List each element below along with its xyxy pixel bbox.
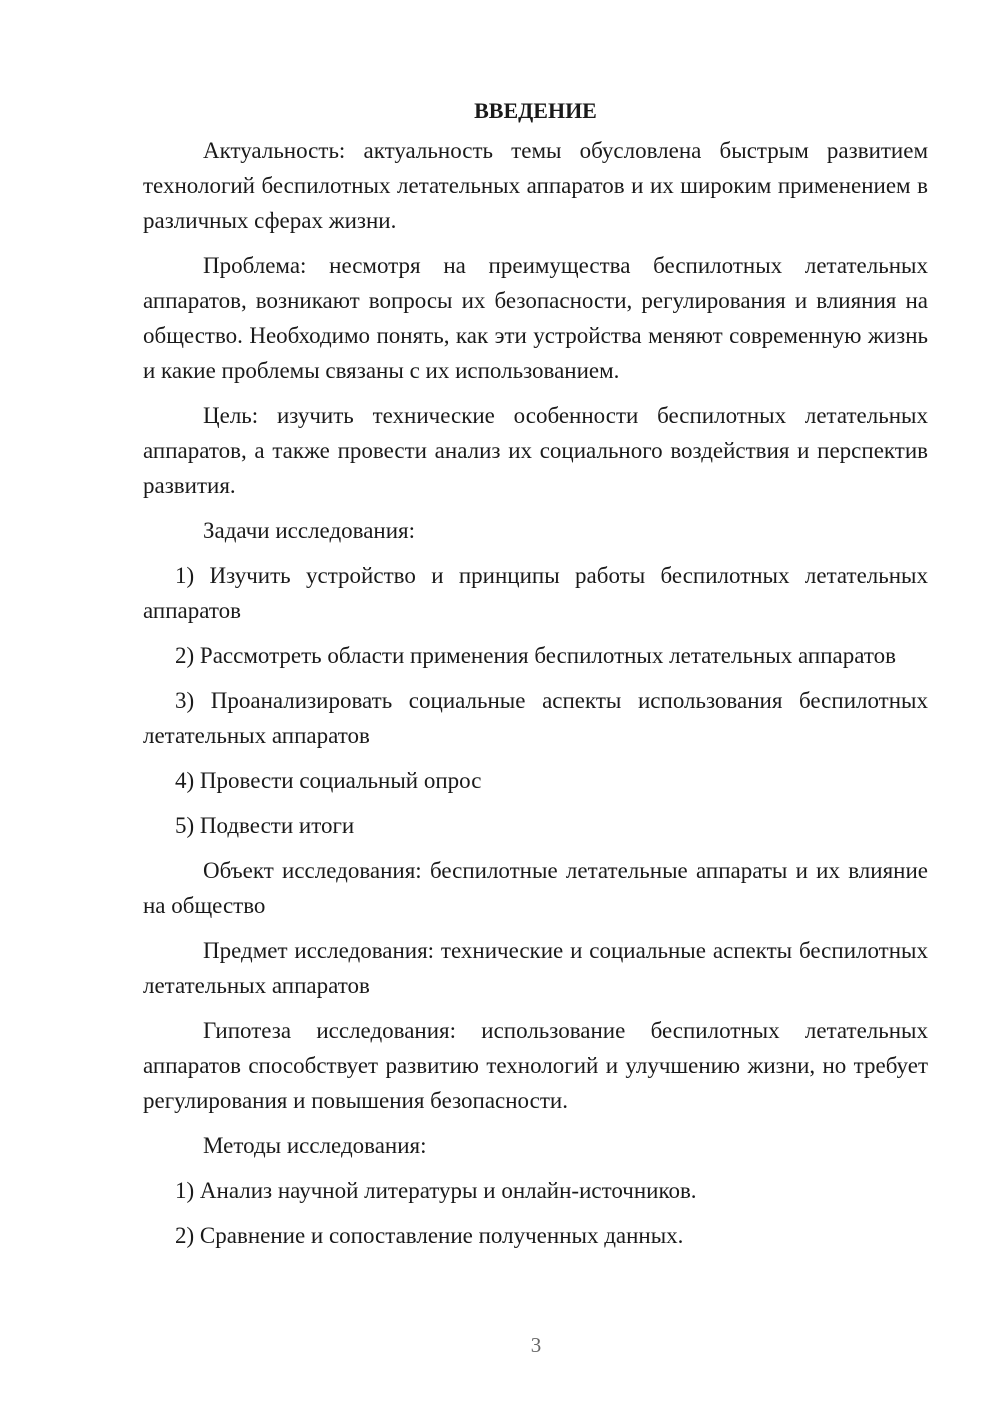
- task-item-2: 2) Рассмотреть области применения беспилотных летательных аппаратов: [175, 643, 896, 668]
- hypothesis-paragraph: Гипотеза исследования: использование беспилотных летательных аппаратов способствует развитию технологий и улучшению жизни, но требует регулирования и повышения безопасности.: [143, 1018, 928, 1113]
- relevance-paragraph: Актуальность: актуальность темы обусловлена быстрым развитием технологий беспилотных летательных аппаратов и их широким применением в различных сферах жизни.: [143, 138, 928, 233]
- research-subject-paragraph: Предмет исследования: технические и социальные аспекты беспилотных летательных аппаратов: [143, 938, 928, 998]
- document-page: [143, 93, 928, 1263]
- method-item-2: 2) Сравнение и сопоставление полученных данных.: [175, 1223, 684, 1248]
- method-item-1: 1) Анализ научной литературы и онлайн-источников.: [175, 1178, 697, 1203]
- tasks-title: Задачи исследования:: [203, 518, 416, 543]
- task-item-1: 1) Изучить устройство и принципы работы беспилотных летательных аппаратов: [143, 563, 928, 623]
- task-item-4: 4) Провести социальный опрос: [175, 768, 482, 793]
- section-heading: ВВЕДЕНИЕ: [474, 98, 597, 123]
- page-number: 3: [530, 1333, 542, 1357]
- task-item-3: 3) Проанализировать социальные аспекты использования беспилотных летательных аппаратов: [143, 688, 928, 748]
- goal-paragraph: Цель: изучить технические особенности беспилотных летательных аппаратов, а также провести анализ их социального воздействия и перспектив развития.: [143, 403, 928, 498]
- methods-title: Методы исследования:: [203, 1133, 427, 1158]
- research-object-paragraph: Объект исследования: беспилотные летательные аппараты и их влияние на общество: [143, 858, 928, 918]
- problem-paragraph: Проблема: несмотря на преимущества беспилотных летательных аппаратов, возникают вопросы их безопасности, регулирования и влияния на общество. Необходимо понять, как эти устройства меняют современную жизнь и какие проблемы связаны с их использованием.: [143, 253, 928, 383]
- task-item-5: 5) Подвести итоги: [175, 813, 355, 838]
